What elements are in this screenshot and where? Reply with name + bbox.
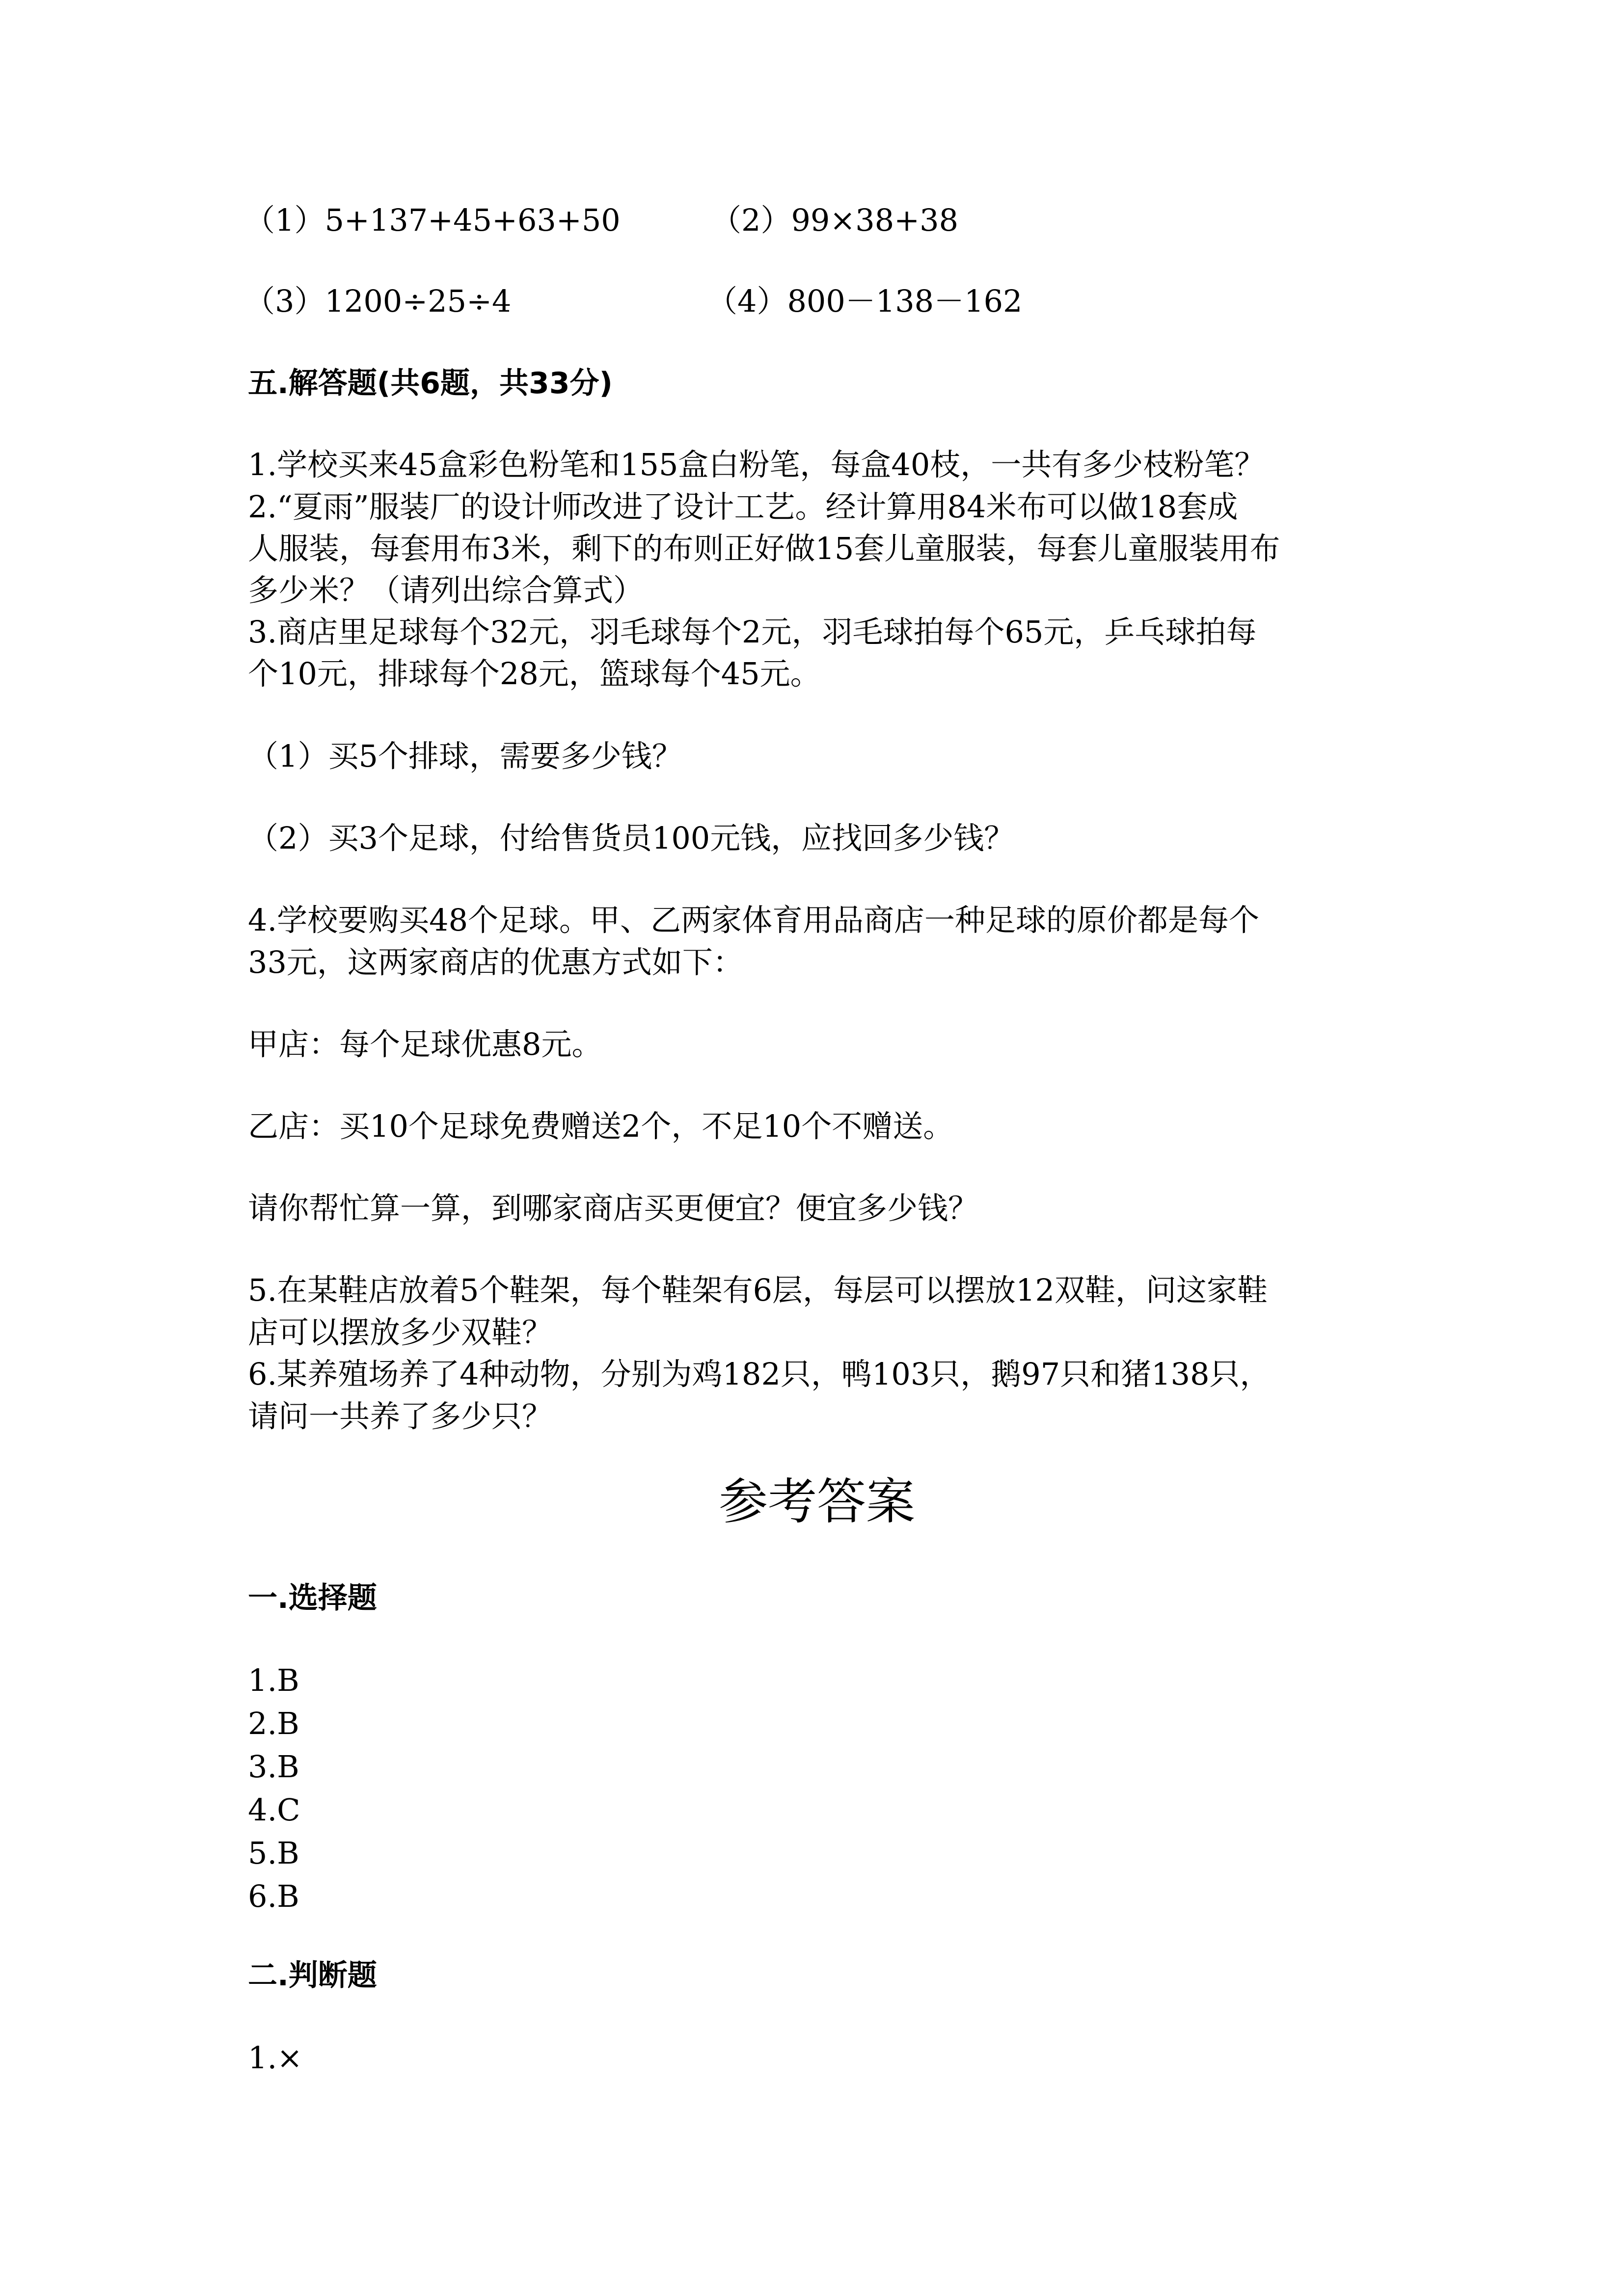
section-5-heading: 五.解答题(共6题，共33分) <box>248 366 613 400</box>
answer-item: 3.B <box>248 1749 299 1785</box>
answer-item: 2.B <box>248 1706 299 1741</box>
question-4-shop-a: 甲店：每个足球优惠8元。 <box>248 1026 602 1062</box>
answer-section-1-heading: 一.选择题 <box>248 1581 377 1615</box>
answer-item: 1.× <box>248 2040 303 2076</box>
calc-item-1: （1）5+137+45+63+50 <box>244 202 621 238</box>
question-2-line-2: 人服装，每套用布3米，剩下的布则正好做15套儿童服装，每套儿童服装用布 <box>248 531 1280 566</box>
answer-item: 5.B <box>248 1835 299 1871</box>
question-3-line-1: 3.商店里足球每个32元，羽毛球每个2元，羽毛球拍每个65元，乒乓球拍每 <box>248 614 1257 650</box>
question-5-line-1: 5.在某鞋店放着5个鞋架，每个鞋架有6层，每层可以摆放12双鞋，问这家鞋 <box>248 1272 1268 1308</box>
question-1: 1.学校买来45盒彩色粉笔和155盒白粉笔，每盒40枝，一共有多少枝粉笔？ <box>248 447 1265 482</box>
question-4-line-1: 4.学校要购买48个足球。甲、乙两家体育用品商店一种足球的原价都是每个 <box>248 902 1260 938</box>
answer-section-2-heading: 二.判断题 <box>248 1958 377 1993</box>
question-3-sub-1: （1）买5个排球，需要多少钱？ <box>248 738 682 774</box>
question-3-sub-2: （2）买3个足球，付给售货员100元钱，应找回多少钱？ <box>248 820 1015 856</box>
question-5-line-2: 店可以摆放多少双鞋？ <box>248 1314 553 1350</box>
calc-item-3: （3）1200÷25÷4 <box>244 283 512 319</box>
question-4-ask: 请你帮忙算一算，到哪家商店买更便宜？便宜多少钱？ <box>248 1190 979 1226</box>
calc-item-4: （4）800－138－162 <box>707 283 1023 319</box>
question-3-line-2: 个10元，排球每个28元，篮球每个45元。 <box>248 656 821 692</box>
question-4-shop-b: 乙店：买10个足球免费赠送2个，不足10个不赠送。 <box>248 1108 954 1144</box>
answer-item: 4.C <box>248 1792 300 1828</box>
answer-item: 1.B <box>248 1662 299 1698</box>
question-6-line-2: 请问一共养了多少只？ <box>248 1398 553 1434</box>
question-2-line-1: 2.“夏雨”服装厂的设计师改进了设计工艺。经计算用84米布可以做18套成 <box>248 489 1238 525</box>
question-6-line-1: 6.某养殖场养了4种动物，分别为鸡182只，鸭103只，鹅97只和猪138只， <box>248 1356 1271 1392</box>
calc-item-2: （2）99×38+38 <box>711 202 959 238</box>
question-2-line-3: 多少米？（请列出综合算式） <box>248 572 644 608</box>
answer-key-title: 参考答案 <box>719 1473 915 1530</box>
question-4-line-2: 33元，这两家商店的优惠方式如下： <box>248 944 743 980</box>
answer-item: 6.B <box>248 1878 299 1914</box>
